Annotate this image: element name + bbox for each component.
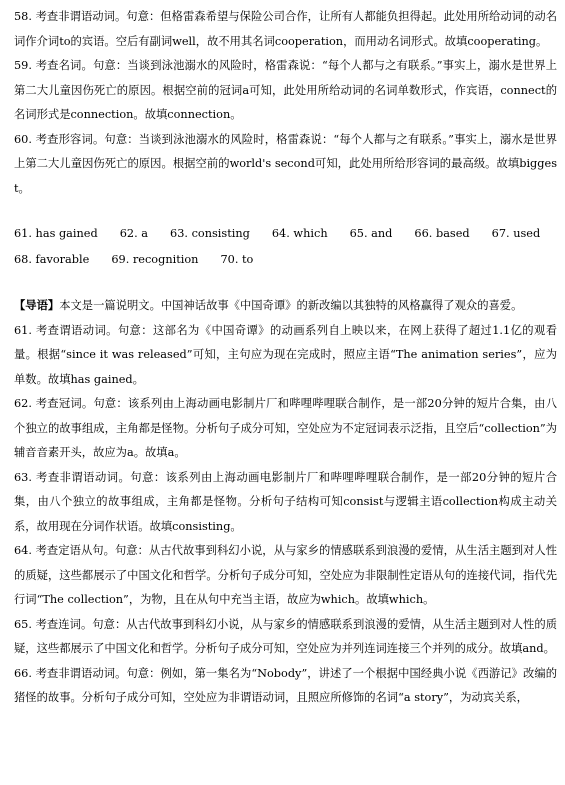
answer-64: 64. which	[271, 227, 328, 240]
guide-text: 本文是一篇说明文。中国神话故事《中国奇谭》的新改编以其独特的风格赢得了观众的喜爱。	[59, 299, 523, 312]
explanation-66: 66. 考查非谓语动词。句意：例如，第一集名为“Nobody”，讲述了一个根据中国经典小说《西游记》改编的猪怪的故事。分析句子成分可知，空处应为非谓语动词，且照应所修饰的名词“a story”，为动宾关系，	[14, 666, 557, 704]
answer-68: 68. favorable	[14, 253, 90, 266]
answer-66: 66. based	[414, 227, 470, 240]
explanation-62: 62. 考查冠词。句意：该系列由上海动画电影制片厂和哔哩哔哩联合制作，是一部20分钟的短片合集，由八个独立的故事组成，主角都是怪物。分析句子成分可知，空处应为不定冠词表示泛指，且空后“collection”为辅音音素开头，故应为a。故填a。	[14, 397, 557, 459]
explanation-61: 61. 考查谓语动词。句意：这部名为《中国奇谭》的动画系列自上映以来，在网上获得了超过1.1亿的观看量。根据“since it was released”可知，主句应为现在完成时，照应主语“The animation series”，应为单数。故填has gained。	[14, 323, 557, 386]
explanation-59: 59. 考查名词。句意：当谈到泳池溺水的风险时，格雷森说：“每个人都与之有联系。”事实上，溺水是世界上第二大儿童因伤死亡的原因。根据空前的冠词a可知，此处用所给动词的名词单数形式，作宾语，connect的名词形式是connection。故填connection。	[14, 59, 557, 121]
explanation-65: 65. 考查连词。句意：从古代故事到科幻小说，从与家乡的情感联系到浪漫的爱情，从生活主题到对人性的质疑，这些都展示了中国文化和哲学。分析句子成分可知，空处应为并列连词连接三个并列的成分。故填and。	[14, 617, 557, 655]
answer-61: 61. has gained	[14, 227, 98, 240]
answer-69: 69. recognition	[111, 253, 199, 266]
guide-paragraph	[14, 293, 557, 319]
answer-67: 67. used	[491, 227, 541, 240]
answer-key-row-1	[14, 221, 557, 247]
guide-heading: 【导语】	[14, 298, 60, 312]
explanation-64: 64. 考查定语从句。句意：从古代故事到科幻小说，从与家乡的情感联系到浪漫的爱情，从生活主题到对人性的质疑，这些都展示了中国文化和哲学。分析句子成分可知，空处应为非限制性定语从句的连接代词，指代先行词“The collection”，为物，且在从句中充当主语，故应为which。故填which。	[14, 544, 557, 606]
explanation-63: 63. 考查非谓语动词。句意：该系列由上海动画电影制片厂和哔哩哔哩联合制作，是一部20分钟的短片合集，由八个独立的故事组成，主角都是怪物。分析句子结构可知consist与逻辑主语collection构成主动关系，故用现在分词作状语。故填consisting。	[14, 470, 557, 533]
answer-63: 63. consisting	[170, 227, 250, 240]
explanation-60: 60. 考查形容词。句意：当谈到泳池溺水的风险时，格雷森说：“每个人都与之有联系。”事实上，溺水是世界上第二大儿童因伤死亡的原因。根据空前的world's second可知，此处用所给形容词的最高级。故填biggest。	[14, 132, 557, 195]
answer-key-row-2	[14, 247, 557, 273]
answer-65: 65. and	[349, 227, 393, 240]
explanation-58: 58. 考查非谓语动词。句意：但格雷森希望与保险公司合作，让所有人都能负担得起。此处用所给动词的动名词作介词to的宾语。空后有副词well，故不用其名词cooperation，而用动名词形式。故填cooperating。	[14, 10, 557, 48]
answer-70: 70. to	[220, 253, 254, 266]
spacer	[14, 201, 557, 221]
answer-62: 62. a	[119, 227, 149, 240]
spacer	[14, 273, 557, 293]
